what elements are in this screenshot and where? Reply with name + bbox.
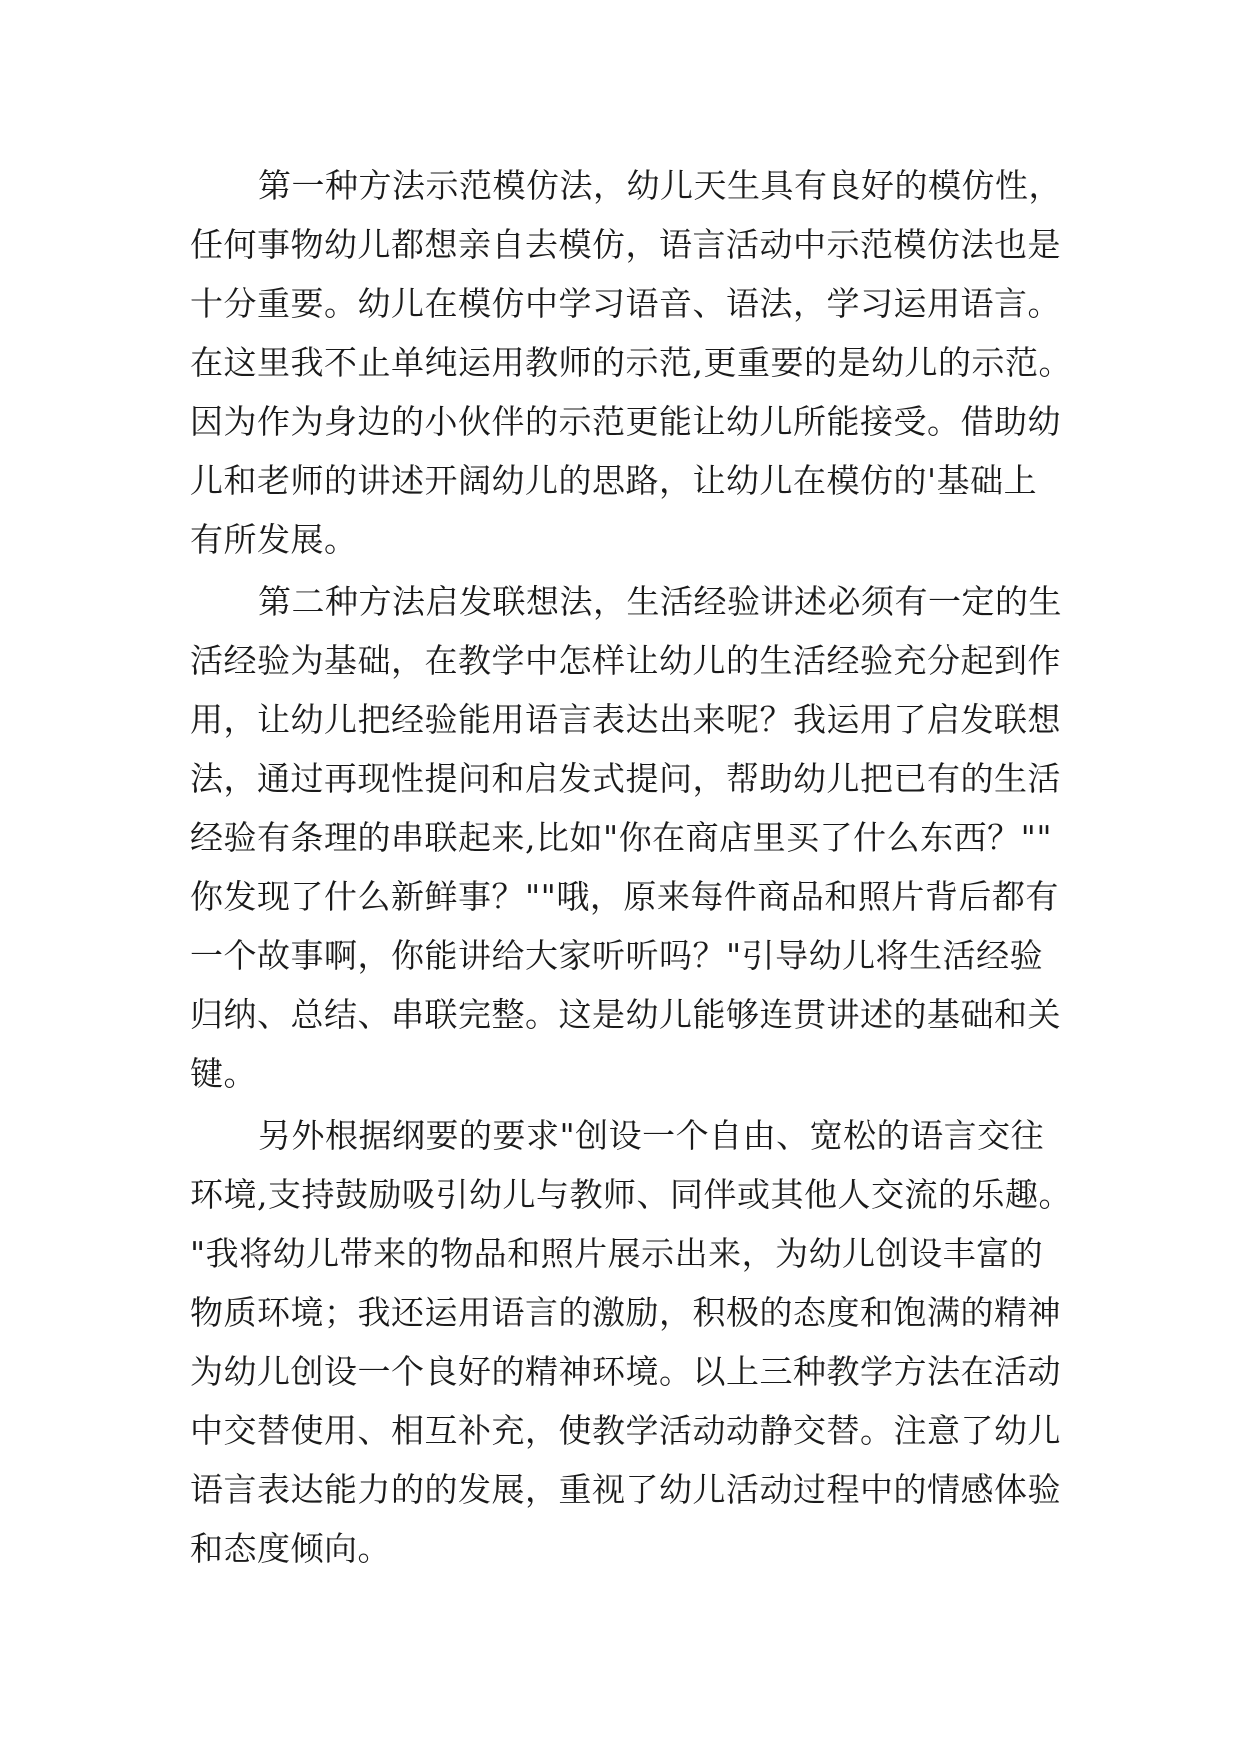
paragraph-1 [190,156,1070,569]
paragraph-line: 你发现了什么新鲜事？""哦，原来每件商品和照片背后都有 [190,877,1059,916]
paragraph-line: 任何事物幼儿都想亲自去模仿，语言活动中示范模仿法也是 [190,225,1061,264]
paragraph-line: 归纳、总结、串联完整。这是幼儿能够连贯讲述的基础和关 [190,995,1061,1034]
paragraph-line: 一个故事啊，你能讲给大家听听吗？"引导幼儿将生活经验 [190,936,1044,975]
paragraph-line: 为幼儿创设一个良好的精神环境。以上三种教学方法在活动 [190,1352,1061,1391]
document-body [190,156,1070,1581]
paragraph-line: 儿和老师的讲述开阔幼儿的思路，让幼儿在模仿的'基础上 [190,461,1038,500]
paragraph-line: 经验有条理的串联起来,比如"你在商店里买了什么东西？"" [190,818,1053,857]
paragraph-line: 用，让幼儿把经验能用语言表达出来呢？我运用了启发联想 [190,700,1061,739]
paragraph-line: 第二种方法启发联想法，生活经验讲述必须有一定的生 [258,582,1062,621]
paragraph-line: 键。 [190,1054,257,1093]
paragraph-line: "我将幼儿带来的物品和照片展示出来，为幼儿创设丰富的 [190,1234,1044,1273]
paragraph-line: 和态度倾向。 [190,1529,391,1568]
paragraph-line: 中交替使用、相互补充，使教学活动动静交替。注意了幼儿 [190,1411,1061,1450]
paragraph-3 [190,1106,1070,1578]
paragraph-line: 有所发展。 [190,520,358,559]
paragraph-line: 语言表达能力的的发展，重视了幼儿活动过程中的情感体验 [190,1470,1061,1509]
paragraph-line: 在这里我不止单纯运用教师的示范,更重要的是幼儿的示范。 [190,343,1072,382]
paragraph-line: 物质环境；我还运用语言的激励，积极的态度和饱满的精神 [190,1293,1061,1332]
paragraph-line: 十分重要。幼儿在模仿中学习语音、语法，学习运用语言。 [190,284,1061,323]
paragraph-line: 法，通过再现性提问和启发式提问，帮助幼儿把已有的生活 [190,759,1061,798]
paragraph-2 [190,572,1070,1103]
paragraph-line: 环境,支持鼓励吸引幼儿与教师、同伴或其他人交流的乐趣。 [190,1175,1072,1214]
paragraph-line: 因为作为身边的小伙伴的示范更能让幼儿所能接受。借助幼 [190,402,1061,441]
paragraph-line: 另外根据纲要的要求"创设一个自由、宽松的语言交往 [258,1116,1045,1155]
paragraph-line: 活经验为基础，在教学中怎样让幼儿的生活经验充分起到作 [190,641,1061,680]
paragraph-line: 第一种方法示范模仿法，幼儿天生具有良好的模仿性， [258,166,1062,205]
